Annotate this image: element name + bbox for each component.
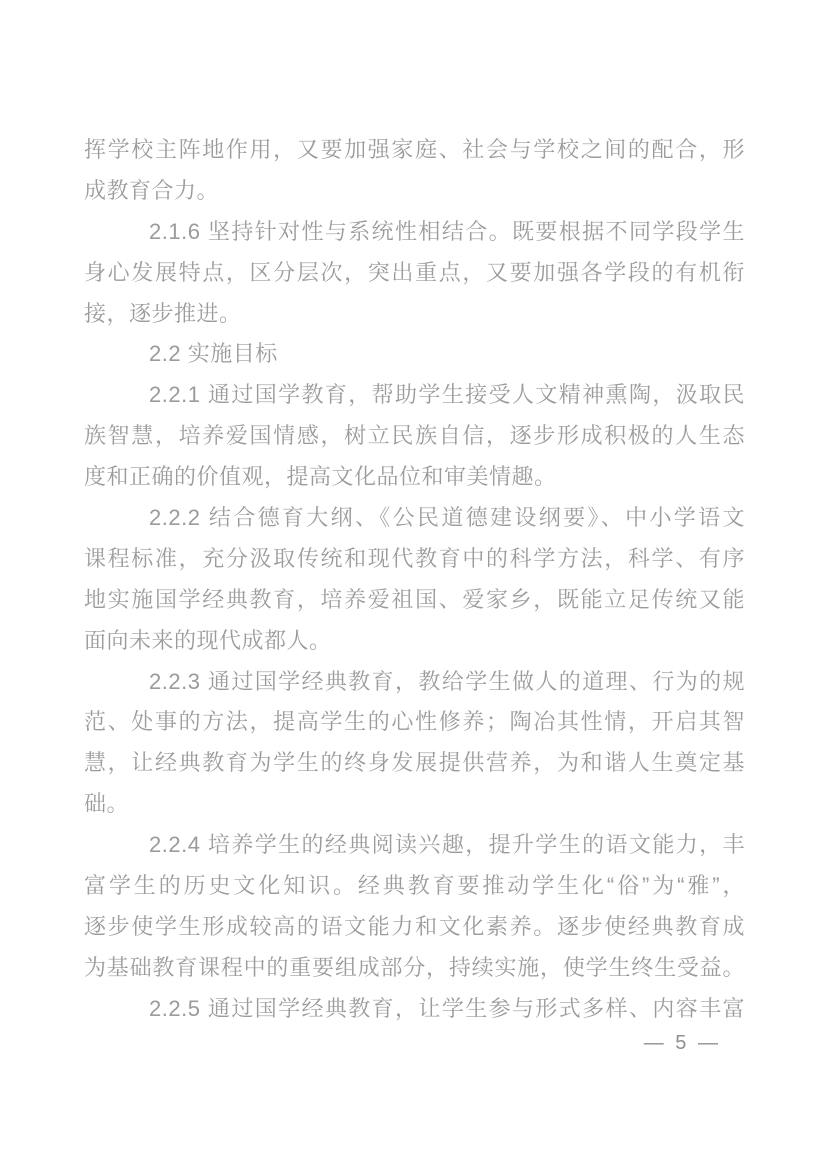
text-line: 2.2.1 通过国学教育，帮助学生接受人文精神熏陶，汲取民 xyxy=(149,382,745,408)
text-line: 范、处事的方法，提高学生的心性修养；陶冶其性情，开启其智 xyxy=(84,709,745,735)
text-line: 地实施国学经典教育，培养爱祖国、爱家乡，既能立足传统又能 xyxy=(84,586,745,612)
text-line: 2.2.2 结合德育大纲、《公民道德建设纲要》、中小学语文 xyxy=(149,505,745,531)
text-line: 2.2 实施目标 xyxy=(149,341,278,367)
text-line: 础。 xyxy=(84,791,130,817)
text-line: 2.2.5 通过国学经典教育，让学生参与形式多样、内容丰富 xyxy=(149,995,745,1021)
text-line: 富学生的历史文化知识。经典教育要推动学生化“俗”为“雅”， xyxy=(84,873,745,899)
text-line: 2.1.6 坚持针对性与系统性相结合。既要根据不同学段学生 xyxy=(149,218,745,244)
text-line: 接，逐步推进。 xyxy=(84,300,242,326)
text-line: 面向未来的现代成都人。 xyxy=(84,627,332,653)
text-line: 慧，让经典教育为学生的终身发展提供营养，为和谐人生奠定基 xyxy=(84,750,745,776)
text-line: 逐步使学生形成较高的语文能力和文化素养。逐步使经典教育成 xyxy=(84,913,745,939)
text-line: 度和正确的价值观，提高文化品位和审美情趣。 xyxy=(84,464,557,490)
text-line: 2.2.4 培养学生的经典阅读兴趣，提升学生的语文能力，丰 xyxy=(149,832,745,858)
page-footer xyxy=(84,1027,745,1059)
text-line: 挥学校主阵地作用，又要加强家庭、社会与学校之间的配合，形 xyxy=(84,137,745,162)
text-line: 身心发展特点，区分层次，突出重点，又要加强各学段的有机衔 xyxy=(84,259,745,285)
text-line: 课程标准，充分汲取传统和现代教育中的科学方法，科学、有序 xyxy=(84,545,745,571)
page-number: — 5 — xyxy=(643,1032,721,1054)
text-line: 2.2.3 通过国学经典教育，教给学生做人的道理、行为的规 xyxy=(149,668,745,694)
text-line: 成教育合力。 xyxy=(84,177,220,203)
document-body xyxy=(84,130,745,1030)
text-line: 族智慧，培养爱国情感，树立民族自信，逐步形成积极的人生态 xyxy=(84,423,745,449)
text-line: 为基础教育课程中的重要组成部分，持续实施，使学生终生受益。 xyxy=(84,954,745,980)
